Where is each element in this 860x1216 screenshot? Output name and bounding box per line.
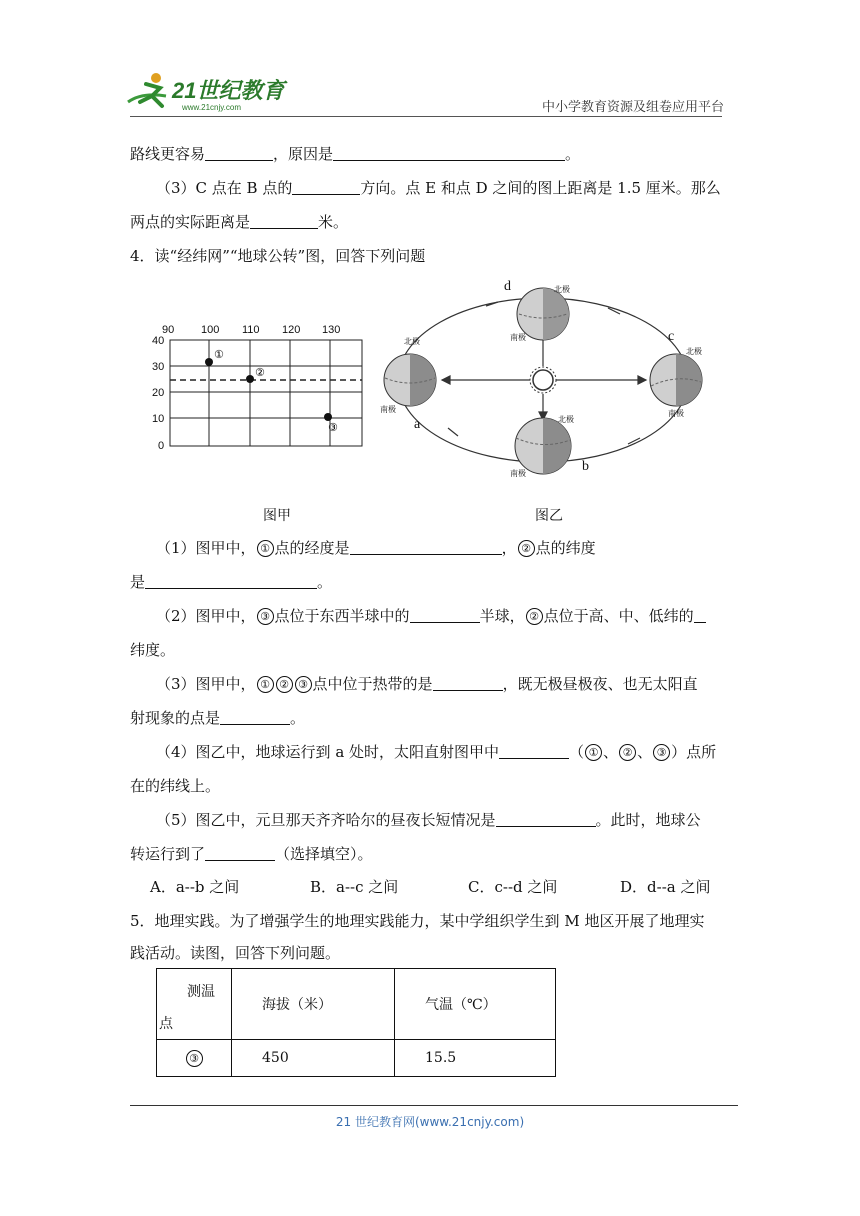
blank [145,572,317,589]
logo-sub: www.21cnjy.com [182,103,241,112]
point-1-marker [205,358,213,366]
pos-label-d: d [504,279,511,294]
lon-label: 110 [242,324,260,336]
q4-s5-line2: 转运行到了 （选择填空）。 [130,845,373,863]
q4-s1-line2: 是 。 [130,573,333,591]
lon-label: 120 [282,324,301,336]
point-2-label: ② [255,366,265,379]
blank [333,144,565,161]
point-3-marker [324,413,332,421]
lon-label: 130 [322,324,341,336]
q3-line3: 两点的实际距离是 米。 [130,213,349,231]
pos-label-c: c [668,329,675,344]
table-cell: ③ [157,1040,232,1077]
point-1-label: ① [214,348,224,361]
north-pole-label: 北极 [554,285,570,294]
earth-c-icon [650,354,702,406]
table-cell: 15.5 [395,1040,556,1077]
q5-line1: 5．地理实践。为了增强学生的地理实践能力，某中学组织学生到 M 地区开展了地理实 [130,912,705,930]
lat-label: 20 [152,387,165,399]
caption-yi: 图乙 [535,508,563,524]
figure-yi-revolution [378,278,718,488]
q4-s5-line1: （5）图乙中，元旦那天齐齐哈尔的昼夜长短情况是 。此时，地球公 [156,811,701,829]
runner-logo-icon [122,66,292,118]
lat-label: 10 [152,413,165,425]
blank [250,212,318,229]
q4-s2-line1: （2）图甲中， ③ 点位于东西半球中的 半球， ② 点位于高、中、低纬的 [156,605,706,627]
lat-label: 40 [152,335,165,347]
south-pole-label: 南极 [668,409,684,418]
blank [205,844,275,861]
sun-icon [533,370,553,390]
blank [496,810,596,827]
blank [410,606,480,623]
q4-s1-line1: （1）图甲中， ① 点的经度是 ， ② 点的纬度 [156,539,596,557]
blank [292,178,360,195]
point-3-label: ③ [328,421,338,434]
pos-label-a: a [414,417,421,432]
q4-s4-line2: 在的纬线上。 [130,777,221,795]
q3-line2: （3）C 点在 B 点的 方向。点 E 和点 D 之间的图上距离是 1.5 厘米。那么 [156,179,721,197]
blank [205,144,273,161]
q5-line2: 践活动。读图，回答下列问题。 [130,944,341,962]
q4-s2-line2: 纬度。 [130,641,176,659]
q4-s3-line1: （3）图甲中， ① ② ③ 点中位于热带的是 ，既无极昼极夜、也无太阳直 [156,675,698,693]
lat-label: 0 [158,440,165,452]
south-pole-label: 南极 [510,469,526,478]
earth-a-icon [384,354,436,406]
pos-label-b: b [582,459,589,474]
south-pole-label: 南极 [380,405,396,414]
table-row [157,1040,556,1077]
table-header-row [157,969,556,1040]
option-a: A．a--b 之间 [150,878,240,896]
temperature-table [156,968,556,1077]
north-pole-label: 北极 [558,415,574,424]
option-d: D．d--a 之间 [620,878,711,896]
q4-s3-line2: 射现象的点是 。 [130,709,306,727]
logo-text: 21世纪教育 [172,78,285,103]
header-platform-text: 中小学教育资源及组卷应用平台 [541,100,724,115]
option-c: C．c--d 之间 [468,878,558,896]
lon-label: 90 [162,324,175,336]
table-cell: 450 [232,1040,395,1077]
blank [350,538,502,555]
q4-s4-line1: （4）图乙中，地球运行到 a 处时，太阳直射图甲中 （ ① 、 ② 、 ③ ）点所 [156,743,717,761]
lon-label: 100 [201,324,220,336]
table-header-cell: 气温（℃） [395,969,556,1040]
point-2-marker [246,375,254,383]
figure-jia-grid [138,318,378,458]
north-pole-label: 北极 [404,337,420,346]
footer-divider [130,1105,738,1106]
site-logo [122,66,292,118]
blank [220,708,290,725]
table-header-cell: 海拔（米） [232,969,395,1040]
q4-title: 4．读“经纬网”“地球公转”图，回答下列问题 [130,247,426,265]
caption-jia: 图甲 [263,508,291,524]
lat-label: 30 [152,361,165,373]
footer-link[interactable]: 21 世纪教育网(www.21cnjy.com) [335,1115,525,1129]
option-b: B．a--c 之间 [310,878,399,896]
earth-b-icon [515,418,571,474]
blank [499,742,569,759]
q3-line1: 路线更容易 ，原因是 。 [130,145,581,163]
blank [433,674,503,691]
south-pole-label: 南极 [510,333,526,342]
blank [694,606,706,623]
header-divider [130,116,722,117]
north-pole-label: 北极 [686,347,702,356]
table-header-cell: 测温 点 [157,969,232,1040]
